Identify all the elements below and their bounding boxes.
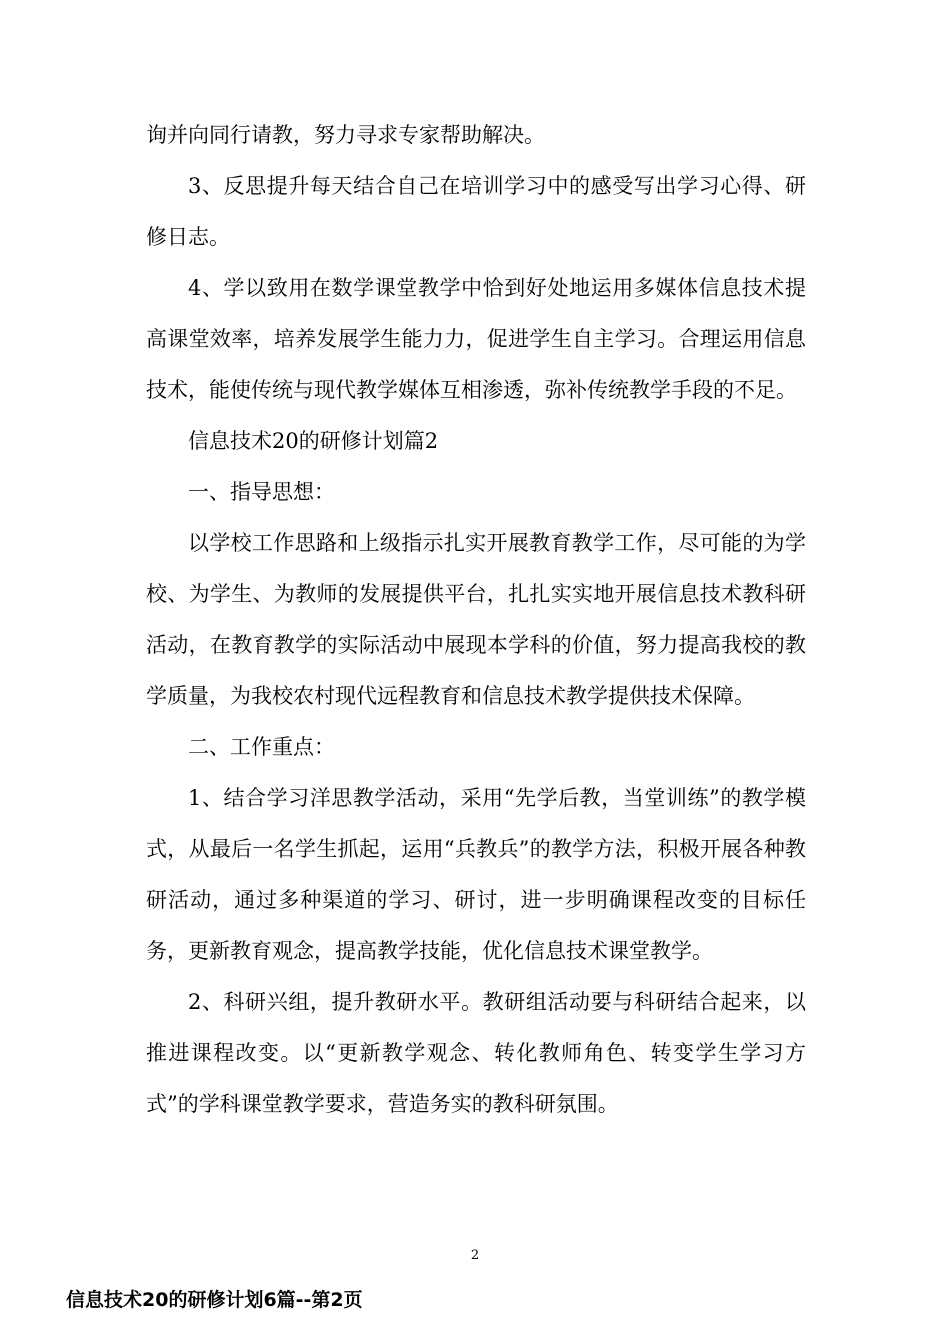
footer-title: 信息技术20的研修计划6篇--第2页 [66,1289,363,1311]
paragraph-focus-1: 1、结合学习洋思教学活动，采用“先学后教，当堂训练”的教学模式，从最后一名学生抓起，运用“兵教兵”的教学方法，积极开展各种教研活动，通过多种渠道的学习、研讨，进一步明确课程改变的目标任务，更新教育观念，提高教学技能，优化信息技术课堂教学。 [146,786,806,963]
section-title: 信息技术20的研修计划篇2 [188,429,439,453]
document-body [146,110,806,1130]
heading-guiding-thought: 一、指导思想： [188,480,335,504]
heading-work-focus: 二、工作重点： [188,735,335,759]
paragraph-continuation: 询并向同行请教，努力寻求专家帮助解决。 [146,123,545,147]
page-number: 2 [470,1248,480,1263]
paragraph-reflect: 3、反思提升每天结合自己在培训学习中的感受写出学习心得、研修日志。 [146,174,806,249]
paragraph-guiding-thought: 以学校工作思路和上级指示扎实开展教育教学工作，尽可能的为学校、为学生、为教师的发展提供平台，扎扎实实地开展信息技术教科研活动，在教育教学的实际活动中展现本学科的价值，努力提高我校的教学质量，为我校农村现代远程教育和信息技术教学提供技术保障。 [146,531,806,708]
paragraph-focus-2: 2、科研兴组，提升教研水平。教研组活动要与科研结合起来，以推进课程改变。以“更新教学观念、转化教师角色、转变学生学习方式”的学科课堂教学要求，营造务实的教科研氛围。 [146,990,806,1116]
paragraph-apply: 4、学以致用在数学课堂教学中恰到好处地运用多媒体信息技术提高课堂效率，培养发展学生能力力，促进学生自主学习。合理运用信息技术，能使传统与现代教学媒体互相渗透，弥补传统教学手段的不足。 [146,276,806,402]
